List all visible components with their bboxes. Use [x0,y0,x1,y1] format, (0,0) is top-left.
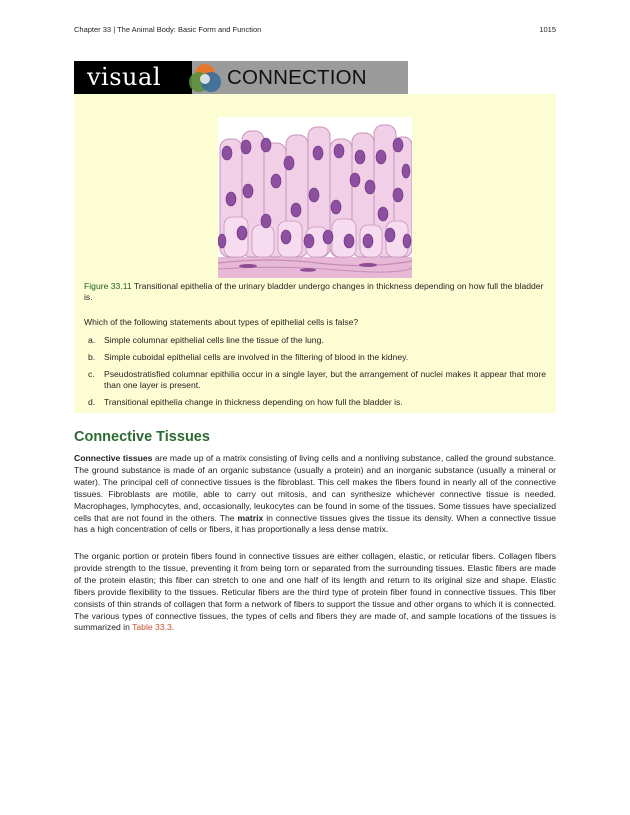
term-matrix: matrix [237,512,264,523]
figure-label: Figure 33.11 [84,281,132,291]
visual-word: visual [74,61,192,94]
option-b [84,352,546,363]
option-a [84,335,546,346]
connection-word: CONNECTION [192,61,408,94]
section-heading: Connective Tissues [74,429,210,445]
figure-caption-text: Transitional epithelia of the urinary bladder undergo changes in thickness depending on how full the bladder is. [84,281,544,302]
option-d [84,397,546,408]
figure-caption [84,281,546,303]
option-letter: c. [88,369,95,379]
term-connective-tissues: Connective tissues [74,453,153,463]
running-head [74,25,556,34]
paragraph-1-text-b: in connective tissues gives the tissue its density. When a connective tissue has a high concentration of cells or fibers, it has proportionally a less dense matrix. [74,512,556,535]
paragraph-2-end: . [171,622,175,633]
option-letter: b. [88,352,96,362]
option-text: Pseudostratisfied columnar epithilia occur in a single layer, but the arrangement of nuclei makes it appear that more than one layer is present. [104,369,546,390]
paragraph-1 [74,453,556,536]
visual-connection-banner [74,61,408,94]
option-text: Transitional epithelia change in thickness depending on how full the bladder is. [104,397,403,407]
option-letter: a. [88,335,96,345]
option-text: Simple cuboidal epithelial cells are involved in the filtering of blood in the kidney. [104,352,409,362]
table-33-3-link[interactable]: Table 33.3 [132,622,172,633]
visual-connection-box [74,94,556,413]
transitional-epithelium-illustration [218,117,412,278]
option-letter: d. [88,397,96,407]
option-text: Simple columnar epithelial cells line the tissue of the lung. [104,335,324,345]
chapter-title: Chapter 33 | The Animal Body: Basic Form and Function [74,25,262,34]
page-number: 1015 [539,25,556,34]
venn-circles-icon [185,61,225,94]
answer-options [84,335,546,414]
paragraph-2-text: The organic portion or protein fibers found in connective tissues are either collagen, elastic, or reticular fibers. Collagen fibers provide strength to the tissue, preventing it from being torn or separated from the surrounding tissues. Elastic fibers are made of the protein elastin; this fiber can stretch to one and one half of its length and return to its original size and shape. Elastic fibers provide flexibility to the tissues. Reticular fibers are the third type of protein fiber found in connective tissues. This fiber consists of thin strands of collagen that form a network of fibers to support the tissue and other organs to which it is connected. The various types of connective tissues, the types of cells and fibers they are made of, and sample locations of the tissues is summarized in [74,551,556,633]
paragraph-2 [74,551,556,634]
paragraph-1-text-a: are made up of a matrix consisting of living cells and a nonliving substance, called the ground substance. The ground substance is made of an organic substance (usually a protein) and an inorganic substance (usually a mineral or water). The principal cell of connective tissues is the fibroblast. This cell makes the fibers found in nearly all of the connective tissues. Fibroblasts are motile, able to carry out mitosis, and can synthesize whichever connective tissue is needed. Macrophages, lymphocytes, and, occasionally, leukocytes can be found in some of the tissues. Some tissues have specialized cells that are not found in the others. The [74,453,556,523]
question-prompt: Which of the following statements about types of epithelial cells is false? [84,317,359,327]
option-c [84,369,546,391]
